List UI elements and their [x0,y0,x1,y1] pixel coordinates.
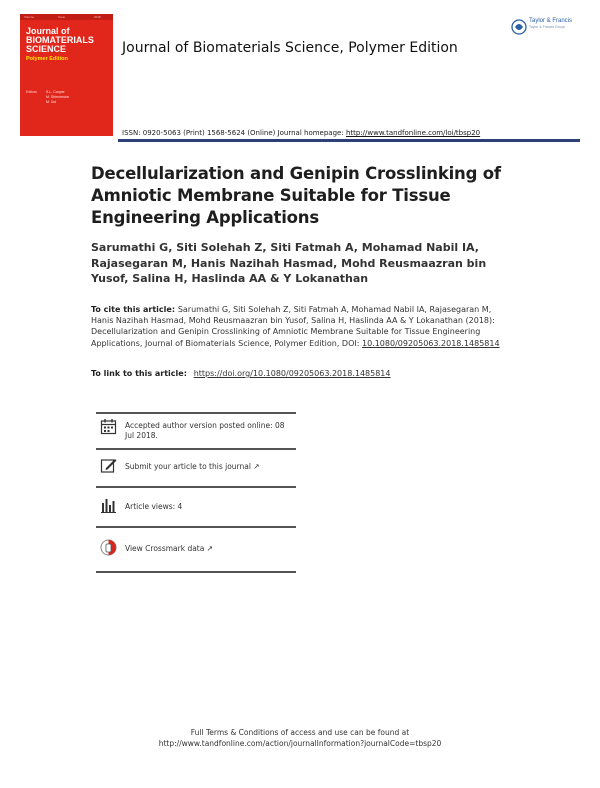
divider [96,486,296,488]
accepted-text: Accepted author version posted online: 08 Jul 2018. [125,421,285,440]
submit-text: Submit your article to this journal [125,462,251,471]
article-authors: Sarumathi G, Siti Solehah Z, Siti Fatmah A, Mohamad Nabil IA, Rajasegaran M, Hanis Nazihah Hasmad, Mohd Reusmaazran bin Yusof, Salina H, Haslinda AA & Y Lokanathan [91,241,487,285]
external-link-icon: ↗ [206,544,214,553]
divider [96,571,296,573]
publisher-logo-text [529,18,572,30]
views-text: Article views: 4 [125,502,183,511]
link-block [91,369,391,378]
crossmark-icon [100,539,117,556]
divider [96,526,296,528]
calendar-icon [100,418,117,435]
footer-terms-link[interactable]: http://www.tandfonline.com/action/journalInformation?journalCode=tbsp20 [158,739,442,748]
journal-homepage-link[interactable]: http://www.tandfonline.com/loi/tbsp20 [345,129,481,137]
publisher-group: Taylor & Francis Group [529,25,565,29]
journal-title: Journal of Biomaterials Science, Polymer Edition [122,40,458,56]
cover-strip-left: Volume [24,15,35,19]
journal-cover [20,14,113,136]
footer-line1: Full Terms & Conditions of access and use can be found at [190,728,410,737]
crossmark-link[interactable] [125,544,295,554]
article-doi-link[interactable]: https://doi.org/10.1080/09205063.2018.1485814 [193,369,391,378]
cover-editors: S.L. Cooper M. Shimomura M. Doi [46,90,69,104]
citation-block [91,304,511,349]
cover-editors-label: Editors [26,90,37,94]
doi-link[interactable]: 10.1080/09205063.2018.1485814 [361,338,500,348]
edit-icon [100,457,117,474]
cover-strip [20,14,113,20]
link-label: To link to this article: [91,369,190,378]
submit-link[interactable] [125,462,295,472]
crossmark-text: View Crossmark data [125,544,205,553]
issn-line [122,129,480,137]
footer [0,727,600,749]
cover-strip-right: 2018 [94,15,101,19]
cover-title: Journal of BIOMATERIALS SCIENCE [26,26,94,54]
issn-text: ISSN: 0920-5063 (Print) 1568-5624 (Online) Journal homepage: [122,129,346,137]
header-rule [118,139,580,142]
publisher-brand: Taylor & Francis [529,18,573,24]
article-title: Decellularization and Genipin Crosslinking of Amniotic Membrane Suitable for Tissue Engineering Applications [91,164,501,227]
cite-label: To cite this article: [91,305,178,314]
external-link-icon: ↗ [253,462,260,471]
divider [96,412,296,414]
bar-chart-icon [100,497,117,514]
cover-strip-mid: Issue [58,15,66,19]
cite-text: Sarumathi G, Siti Solehah Z, Siti Fatmah A, Mohamad Nabil IA, Rajasegaran M, Hanis Nazihah Hasmad, Mohd Reusmaazran bin Yusof, Salina H, Haslinda AA & Y Lokanathan (2018): Decellularization and Genipin Crosslinking of Amniotic Membrane Suitable for Tissue Engineering Applications, Journal of Biomaterials Science, Polymer Edition, DOI: [91,305,495,348]
divider [96,448,296,450]
cover-subtitle: Polymer Edition [26,56,68,62]
